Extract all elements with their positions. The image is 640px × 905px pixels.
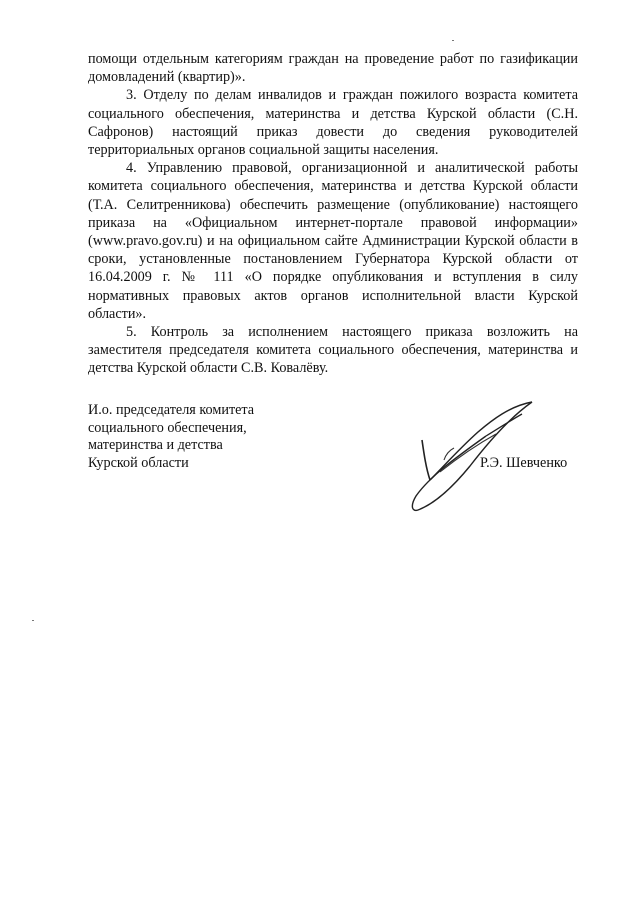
position-line: социального обеспечения, bbox=[88, 419, 247, 436]
scan-artifact bbox=[32, 620, 34, 621]
position-line: Курской области bbox=[88, 454, 189, 471]
document-body bbox=[88, 50, 578, 378]
paragraph-item-5: 5. Контроль за исполнением настоящего приказа возложить на заместителя председателя комитета социального обеспечения, материнства и детства Курской области С.В. Ковалёву. bbox=[88, 324, 578, 377]
paragraph-item-3: 3. Отделу по делам инвалидов и граждан пожилого возраста комитета социального обеспечения, материнства и детства Курской области (С.Н. Сафронов) настоящий приказ довести до сведения руководителей территориальных органов социальной защиты населения. bbox=[88, 87, 578, 159]
scan-artifact bbox=[452, 40, 454, 41]
signature-stroke bbox=[422, 440, 430, 480]
paragraph-continuation: помощи отдельным категориям граждан на проведение работ по газификации домовладений (квартир)». bbox=[88, 51, 578, 86]
signatory-position bbox=[88, 402, 328, 472]
signature-stroke bbox=[486, 414, 522, 436]
signer-name: Р.Э. Шевченко bbox=[480, 455, 568, 471]
position-line: И.о. председателя комитета bbox=[88, 402, 255, 418]
paragraph-item-4: 4. Управлению правовой, организационной и аналитической работы комитета социального обеспечения, материнства и детства Курской области (Т.А. Селитренникова) обеспечить размещение (опубликование) настоящего приказа на «Официальном интернет-портале правовой информации» (www.pravo.gov.ru) и на официальном сайте Администрации Курской области в сроки, установленные постановлением Губернатора Курской области от 16.04.2009 г. № 111 «О порядке опубликования и вступления в силу нормативных правовых актов органов исполнительной власти Курской области». bbox=[88, 160, 578, 322]
position-line: материнства и детства bbox=[88, 437, 223, 453]
signature-stroke bbox=[444, 448, 454, 460]
